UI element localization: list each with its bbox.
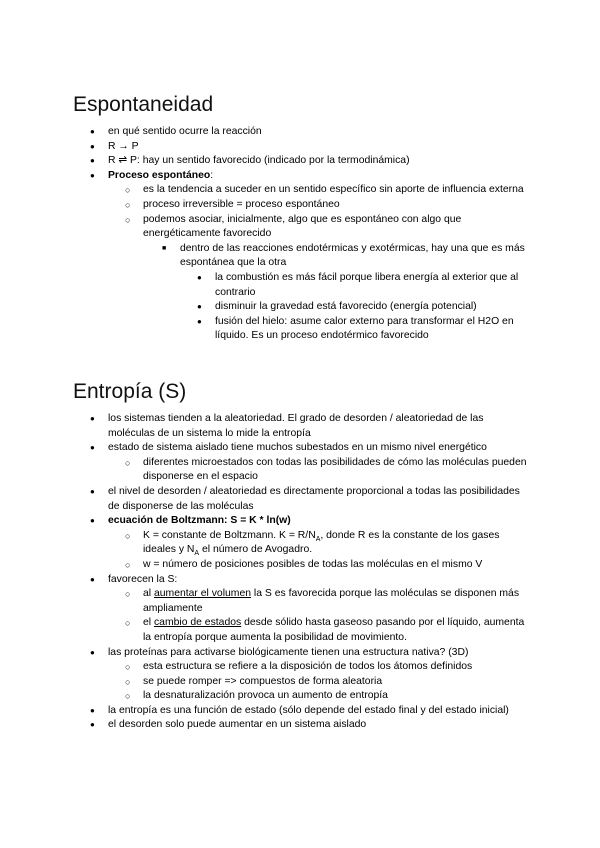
section-title-espontaneidad: Espontaneidad [73, 93, 214, 116]
subscript-a: A [315, 535, 321, 543]
ejemplos-sublist [215, 271, 528, 344]
list-item: ● la combustión es más fácil porque libera energía al exterior que al contrario [215, 271, 528, 300]
proceso-colon: : [210, 169, 214, 181]
subestados-sublist [143, 456, 528, 485]
reacciones-sublist [180, 242, 528, 344]
text-post: la S es favorecida porque las moléculas se disponen más ampliamente [143, 588, 520, 614]
text-pre: al [143, 588, 154, 600]
aumentar-volumen-link[interactable]: aumentar el volumen [153, 588, 252, 600]
k-definition-b: , donde R es la constante de los gases ideales y N [143, 529, 500, 556]
list-item-text: las proteínas para activarse biológicamente tienen una estructura nativa? (3D) [108, 646, 469, 658]
list-item [143, 213, 528, 344]
list-item: ● la entropía es una función de estado (sólo depende del estado final y del estado inicial) [108, 704, 528, 719]
list-item: ● R ⇌ P: hay un sentido favorecido (indicado por la termodinámica) [108, 154, 528, 169]
list-item: ● el desorden solo puede aumentar en un sistema aislado [108, 718, 528, 733]
list-item-text: podemos asociar, inicialmente, algo que es espontáneo con algo que energéticamente favorecido [143, 213, 462, 240]
entropia-list [108, 412, 528, 733]
list-item-favorecen [108, 573, 528, 646]
list-item: ○ se puede romper => compuestos de forma aleatoria [143, 675, 528, 690]
proceso-sublist [143, 183, 528, 344]
list-item: ● los sistemas tienden a la aleatoriedad. El grado de desorden / aleatoriedad de las moléculas de un sistema lo mide la entropía [108, 412, 528, 441]
list-item: ● R → P [108, 140, 528, 155]
favorecen-sublist [143, 587, 528, 645]
k-definition-a: K = constante de Boltzmann. K = R/N [143, 529, 316, 541]
list-item-proceso-espontaneo [108, 169, 528, 344]
list-item [143, 616, 528, 645]
list-item: ○ esta estructura se refiere a la disposición de todos los átomos definidos [143, 660, 528, 675]
list-item: ○ es la tendencia a suceder en un sentido específico sin aporte de influencia externa [143, 183, 528, 198]
list-item: ○ la desnaturalización provoca un aumento de entropía [143, 689, 528, 704]
k-definition-c: el número de Avogadro. [199, 544, 313, 556]
list-item: ○ proceso irreversible = proceso espontáneo [143, 198, 528, 213]
boltzmann-equation: ecuación de Boltzmann: S = K * ln(w) [108, 515, 291, 527]
text-post: desde sólido hasta gaseoso pasando por el líquido, aumenta la entropía porque aumenta la posibilidad de movimiento. [143, 617, 525, 643]
list-item-proteinas [108, 646, 528, 704]
proteinas-sublist [143, 660, 528, 704]
proceso-label: Proceso espontáneo [108, 169, 211, 181]
cambio-estados-link[interactable]: cambio de estados [153, 617, 242, 629]
list-item-text: dentro de las reacciones endotérmicas y exotérmicas, hay una que es más espontánea que la otra [180, 242, 525, 269]
subscript-a: A [194, 550, 200, 558]
section-title-entropia: Entropía (S) [73, 380, 187, 403]
espontaneidad-list [108, 125, 528, 344]
list-item: ● disminuir la gravedad está favorecido (energía potencial) [215, 300, 528, 315]
boltzmann-sublist [143, 529, 528, 573]
list-item-text: estado de sistema aislado tiene muchos subestados en un mismo nivel energético [108, 442, 487, 454]
text-pre: el [143, 617, 154, 629]
list-item-boltzmann [108, 514, 528, 572]
list-item: ● fusión del hielo: asume calor externo para transformar el H2O en líquido. Es un proceso endotérmico favorecido [215, 315, 528, 344]
list-item [143, 587, 528, 616]
list-item: ○ diferentes microestados con todas las posibilidades de cómo las moléculas pueden disponerse en el espacio [143, 456, 528, 485]
list-item [143, 529, 528, 558]
list-item [180, 242, 528, 344]
list-item [108, 441, 528, 485]
list-item: ● el nivel de desorden / aleatoriedad es directamente proporcional a todas las posibilidades de disponerse de las moléculas [108, 485, 528, 514]
list-item: ● en qué sentido ocurre la reacción [108, 125, 528, 140]
list-item-text: favorecen la S: [108, 573, 178, 585]
list-item: ○ w = número de posiciones posibles de todas las moléculas en el mismo V [143, 558, 528, 573]
